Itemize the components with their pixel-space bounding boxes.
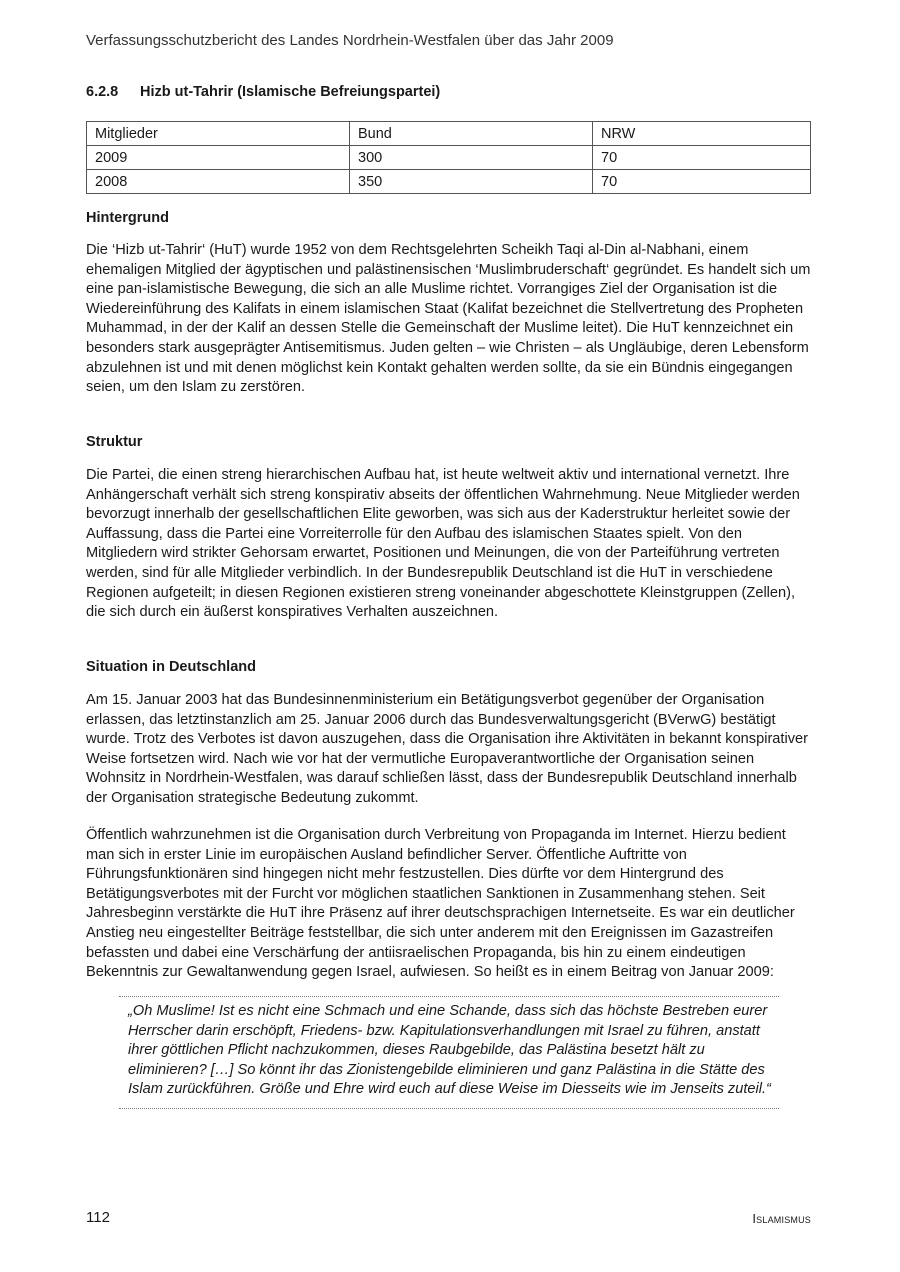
paragraph-hintergrund: Die ‘Hizb ut-Tahrir‘ (HuT) wurde 1952 von dem Rechtsgelehrten Scheikh Taqi al-Din al-Nabhani, einem ehemaligen Mitglied der ägyptischen und palästinensischen ‘Muslimbruderschaft‘ gegründet. Es handelt sich um eine pan-islamistische Bewegung, die sich an alle Muslime richtet. Vorrangiges Ziel der Organisation ist die Wiedereinführung des Kalifats in einem islamischen Staat (Kalifat bezeichnet die Stellvertretung des Propheten Muhammad, in der der Kalif an dessen Stelle die Gemeinschaft der Muslime leitet). Die HuT kennzeichnet ein besonders stark ausgeprägter Antisemitismus. Juden gelten – wie Christen – als Ungläubige, deren Lebensform abzulehnen ist und mit denen möglichst kein Kontakt gehalten werden sollte, da sie ein Bündnis eingegangen seien, um den Islam zu zerstören. [86, 242, 811, 396]
table-cell: 350 [350, 170, 593, 194]
section-title-text: Hizb ut-Tahrir (Islamische Befreiungspartei) [140, 84, 441, 100]
table-cell: 2009 [87, 146, 350, 170]
heading-situation: Situation in Deutschland [86, 659, 256, 675]
page-number: 112 [86, 1209, 110, 1226]
table-header-cell: Bund [350, 122, 593, 146]
table-cell: 70 [593, 170, 811, 194]
footer-section-name: Islamismus [752, 1211, 811, 1226]
table-row [87, 146, 811, 170]
heading-hintergrund: Hintergrund [86, 210, 169, 226]
table-cell: 2008 [87, 170, 350, 194]
membership-table [86, 121, 811, 194]
paragraph-struktur: Die Partei, die einen streng hierarchischen Aufbau hat, ist heute weltweit aktiv und international vernetzt. Ihre Anhängerschaft verhält sich streng konspirativ abseits der öffentlichen Wahrnehmung. Neue Mitglieder werden bevorzugt innerhalb der gesellschaftlichen Elite geworben, was sich aus der Kaderstruktur herleitet sowie der Auffassung, dass die Partei eine Vorreiterrolle für den Aufbau des islamischen Staates spielt. Von den Mitgliedern wird strikter Gehorsam erwartet, Positionen und Meinungen, die von der Parteiführung vertreten werden, sind für alle Mitglieder verbindlich. In der Bundesrepublik Deutschland ist die HuT in verschiedene Regionen aufgeteilt; in diesen Regionen existieren streng voneinander abgeschottete Kleinstgruppen (Zellen), die sich durch ein äußerst konspiratives Verhalten auszeichnen. [86, 467, 800, 621]
table-row [87, 170, 811, 194]
running-header: Verfassungsschutzbericht des Landes Nordrhein-Westfalen über das Jahr 2009 [86, 32, 614, 49]
section-title [86, 84, 440, 100]
table-header-cell: NRW [593, 122, 811, 146]
section-number: 6.2.8 [86, 84, 119, 100]
table-cell: 300 [350, 146, 593, 170]
table-header-row [87, 122, 811, 146]
table-header-cell: Mitglieder [87, 122, 350, 146]
paragraph-situation-2: Öffentlich wahrzunehmen ist die Organisation durch Verbreitung von Propaganda im Internet. Hierzu bedient man sich in erster Linie im europäischen Ausland befindlicher Server. Öffentliche Auftritte von Führungsfunktionären sind hingegen nicht mehr festzustellen. Dies dürfte vor dem Hintergrund des Betätigungsverbotes mit der Furcht vor möglichen staatlichen Sanktionen in Zusammenhang stehen. Seit Jahresbeginn verstärkte die HuT ihre Präsenz auf ihrer deutschsprachigen Internetseite. Es war ein deutlicher Anstieg neu eingestellter Beiträge feststellbar, die sich unter anderem mit den Ereignissen im Gazastreifen befassten und dabei eine Verschärfung der antiisraelischen Propaganda, bis hin zu einem eindeutigen Bekenntnis zur Gewaltanwendung gegen Israel, aufwiesen. So heißt es in einem Beitrag von Januar 2009: [86, 827, 795, 981]
paragraph-situation-1: Am 15. Januar 2003 hat das Bundesinnenministerium ein Betätigungsverbot gegenüber der Organisation erlassen, das letztinstanzlich am 25. Januar 2006 durch das Bundesverwaltungsgericht (BVerwG) bestätigt wurde. Trotz des Verbotes ist davon auszugehen, dass die Organisation ihre Aktivitäten in bekannt konspirativer Weise fortsetzen wird. Nach wie vor hat der vermutliche Europaverantwortliche der Organisation seinen Wohnsitz in Nordrhein-Westfalen, was darauf schließen lässt, dass der Bundesrepublik Deutschland innerhalb der Organisation strategische Bedeutung zukommt. [86, 692, 808, 806]
table-cell: 70 [593, 146, 811, 170]
heading-struktur: Struktur [86, 434, 143, 450]
block-quote: „Oh Muslime! Ist es nicht eine Schmach und eine Schande, dass sich das höchste Bestreben eurer Herrscher darin erschöpft, Friedens- bzw. Kapitulationsverhandlungen mit Israel zu führen, anstatt ihrer göttlichen Pflicht nachzukommen, dieses Raubgebilde, das Palästina besetzt hält zu eliminieren? […] So könnt ihr das Zionistengebilde eliminieren und ganz Palästina in die Stätte des Islam zurückführen. Größe und Ehre wird euch auf diese Weise im Diesseits wie im Jenseits zuteil.“ [119, 996, 779, 1109]
